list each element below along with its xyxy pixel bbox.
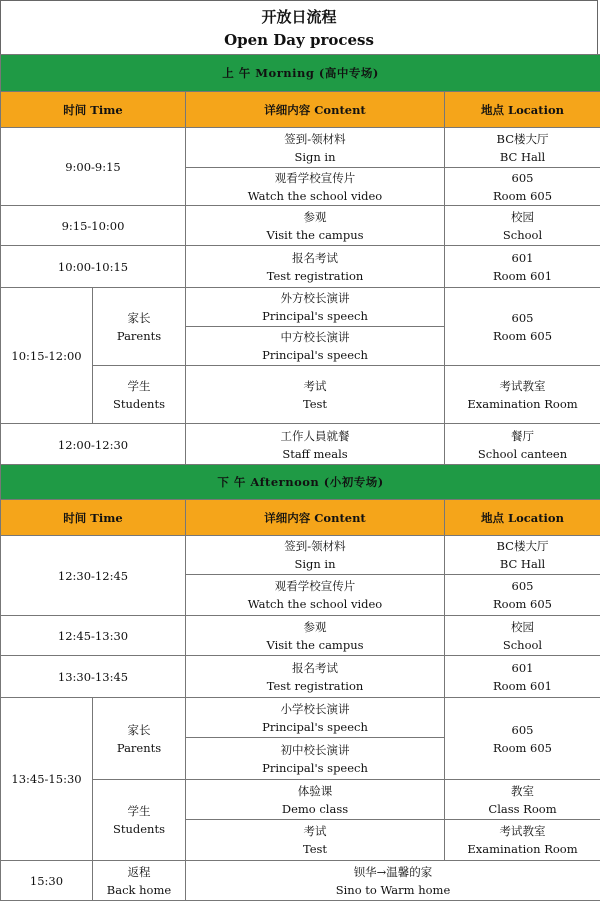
content-en: Demo class — [186, 800, 444, 818]
content-zh: 体验课 — [186, 782, 444, 800]
content-en: Sign in — [186, 555, 444, 573]
location-zh: 校园 — [445, 618, 600, 636]
location-cell — [445, 575, 600, 616]
location-zh: 考试教室 — [445, 377, 600, 395]
group-en: Students — [93, 395, 185, 413]
content-zh: 签到-领材料 — [186, 537, 444, 555]
location-zh: 605 — [445, 169, 600, 187]
header-content: 详细内容 Content — [186, 92, 445, 128]
time-cell: 13:30-13:45 — [1, 656, 186, 698]
group-en: Parents — [93, 327, 185, 345]
group-students — [93, 780, 186, 861]
group-students — [93, 366, 186, 424]
location-en: Room 605 — [445, 739, 600, 757]
content-zh: 外方校长演讲 — [186, 289, 444, 307]
time-cell: 15:30 — [1, 861, 93, 901]
location-cell — [445, 616, 600, 656]
location-zh: BC楼大厅 — [445, 130, 600, 148]
content-cell — [186, 366, 445, 424]
content-cell — [186, 246, 445, 288]
content-zh: 考试 — [186, 377, 444, 395]
location-zh: 601 — [445, 659, 600, 677]
group-zh: 家长 — [93, 721, 185, 739]
content-zh: 考试 — [186, 822, 444, 840]
location-en: Class Room — [445, 800, 600, 818]
content-zh: 观看学校宣传片 — [186, 577, 444, 595]
location-en: BC Hall — [445, 555, 600, 573]
content-en: Watch the school video — [186, 187, 444, 205]
time-cell: 10:00-10:15 — [1, 246, 186, 288]
content-zh: 参观 — [186, 208, 444, 226]
label-zh: 返程 — [93, 863, 185, 881]
location-cell — [445, 128, 600, 168]
location-en: Room 601 — [445, 267, 600, 285]
afternoon-section-header: 下 午 Afternoon (小初专场) — [1, 465, 600, 500]
location-en: BC Hall — [445, 148, 600, 166]
location-zh: 教室 — [445, 782, 600, 800]
content-zh: 参观 — [186, 618, 444, 636]
location-cell — [445, 366, 600, 424]
group-en: Parents — [93, 739, 185, 757]
group-parents — [93, 698, 186, 780]
location-en: Room 601 — [445, 677, 600, 695]
time-cell: 12:45-13:30 — [1, 616, 186, 656]
content-cell — [186, 698, 445, 738]
header-location: 地点 Location — [445, 92, 600, 128]
label-en: Back home — [93, 881, 185, 899]
content-zh: 小学校长演讲 — [186, 700, 444, 718]
content-en: Sign in — [186, 148, 444, 166]
header-location: 地点 Location — [445, 500, 600, 536]
content-en: Test registration — [186, 267, 444, 285]
content-zh: 观看学校宣传片 — [186, 169, 444, 187]
location-zh: 考试教室 — [445, 822, 600, 840]
location-zh: 605 — [445, 721, 600, 739]
location-en: Room 605 — [445, 187, 600, 205]
location-cell — [445, 424, 600, 466]
title-en: Open Day process — [1, 29, 597, 52]
location-zh: 605 — [445, 309, 600, 327]
content-zh: 初中校长演讲 — [186, 741, 444, 759]
location-cell — [445, 206, 600, 246]
content-zh: 中方校长演讲 — [186, 328, 444, 346]
group-zh: 家长 — [93, 309, 185, 327]
label-cell — [93, 861, 186, 901]
content-en: Staff meals — [186, 445, 444, 463]
time-cell: 12:00-12:30 — [1, 424, 186, 466]
location-en: Examination Room — [445, 395, 600, 413]
content-cell — [186, 536, 445, 575]
content-zh: 报名考试 — [186, 249, 444, 267]
content-en: Visit the campus — [186, 636, 444, 654]
content-cell — [186, 820, 445, 861]
content-en: Visit the campus — [186, 226, 444, 244]
content-zh: 签到-领材料 — [186, 130, 444, 148]
location-en: Room 605 — [445, 595, 600, 613]
afternoon-table — [0, 464, 600, 901]
content-cell — [186, 128, 445, 168]
content-en: Principal's speech — [186, 307, 444, 325]
content-cell — [186, 288, 445, 327]
time-cell: 9:00-9:15 — [1, 128, 186, 206]
content-en: Test — [186, 395, 444, 413]
content-zh: 钡华→温馨的家 — [186, 863, 600, 881]
content-en: Principal's speech — [186, 718, 444, 736]
location-en: School canteen — [445, 445, 600, 463]
group-zh: 学生 — [93, 377, 185, 395]
morning-table — [0, 54, 600, 466]
location-cell — [445, 780, 600, 820]
time-cell: 13:45-15:30 — [1, 698, 93, 861]
content-cell — [186, 738, 445, 780]
content-en: Principal's speech — [186, 759, 444, 777]
group-zh: 学生 — [93, 802, 185, 820]
content-cell — [186, 861, 600, 901]
location-cell — [445, 820, 600, 861]
content-en: Sino to Warm home — [186, 881, 600, 899]
location-en: Room 605 — [445, 327, 600, 345]
location-en: School — [445, 226, 600, 244]
location-zh: 校园 — [445, 208, 600, 226]
group-parents — [93, 288, 186, 366]
content-zh: 报名考试 — [186, 659, 444, 677]
title-zh: 开放日流程 — [1, 6, 597, 29]
content-cell — [186, 168, 445, 206]
location-cell — [445, 288, 600, 366]
content-cell — [186, 206, 445, 246]
header-time: 时间 Time — [1, 500, 186, 536]
content-zh: 工作人員就餐 — [186, 427, 444, 445]
content-cell — [186, 656, 445, 698]
location-cell — [445, 698, 600, 780]
location-en: School — [445, 636, 600, 654]
location-zh: 605 — [445, 577, 600, 595]
content-en: Principal's speech — [186, 346, 444, 364]
time-cell: 10:15-12:00 — [1, 288, 93, 424]
location-cell — [445, 246, 600, 288]
content-cell — [186, 780, 445, 820]
location-cell — [445, 656, 600, 698]
location-cell — [445, 536, 600, 575]
time-cell: 9:15-10:00 — [1, 206, 186, 246]
location-zh: 601 — [445, 249, 600, 267]
content-en: Watch the school video — [186, 595, 444, 613]
page-title — [0, 0, 598, 55]
location-zh: BC楼大厅 — [445, 537, 600, 555]
content-cell — [186, 575, 445, 616]
location-cell — [445, 168, 600, 206]
header-time: 时间 Time — [1, 92, 186, 128]
content-cell — [186, 616, 445, 656]
location-zh: 餐厅 — [445, 427, 600, 445]
header-content: 详细内容 Content — [186, 500, 445, 536]
location-en: Examination Room — [445, 840, 600, 858]
content-en: Test registration — [186, 677, 444, 695]
group-en: Students — [93, 820, 185, 838]
content-cell — [186, 327, 445, 366]
content-cell — [186, 424, 445, 466]
morning-section-header: 上 午 Morning (高中专场) — [1, 55, 600, 92]
time-cell: 12:30-12:45 — [1, 536, 186, 616]
content-en: Test — [186, 840, 444, 858]
